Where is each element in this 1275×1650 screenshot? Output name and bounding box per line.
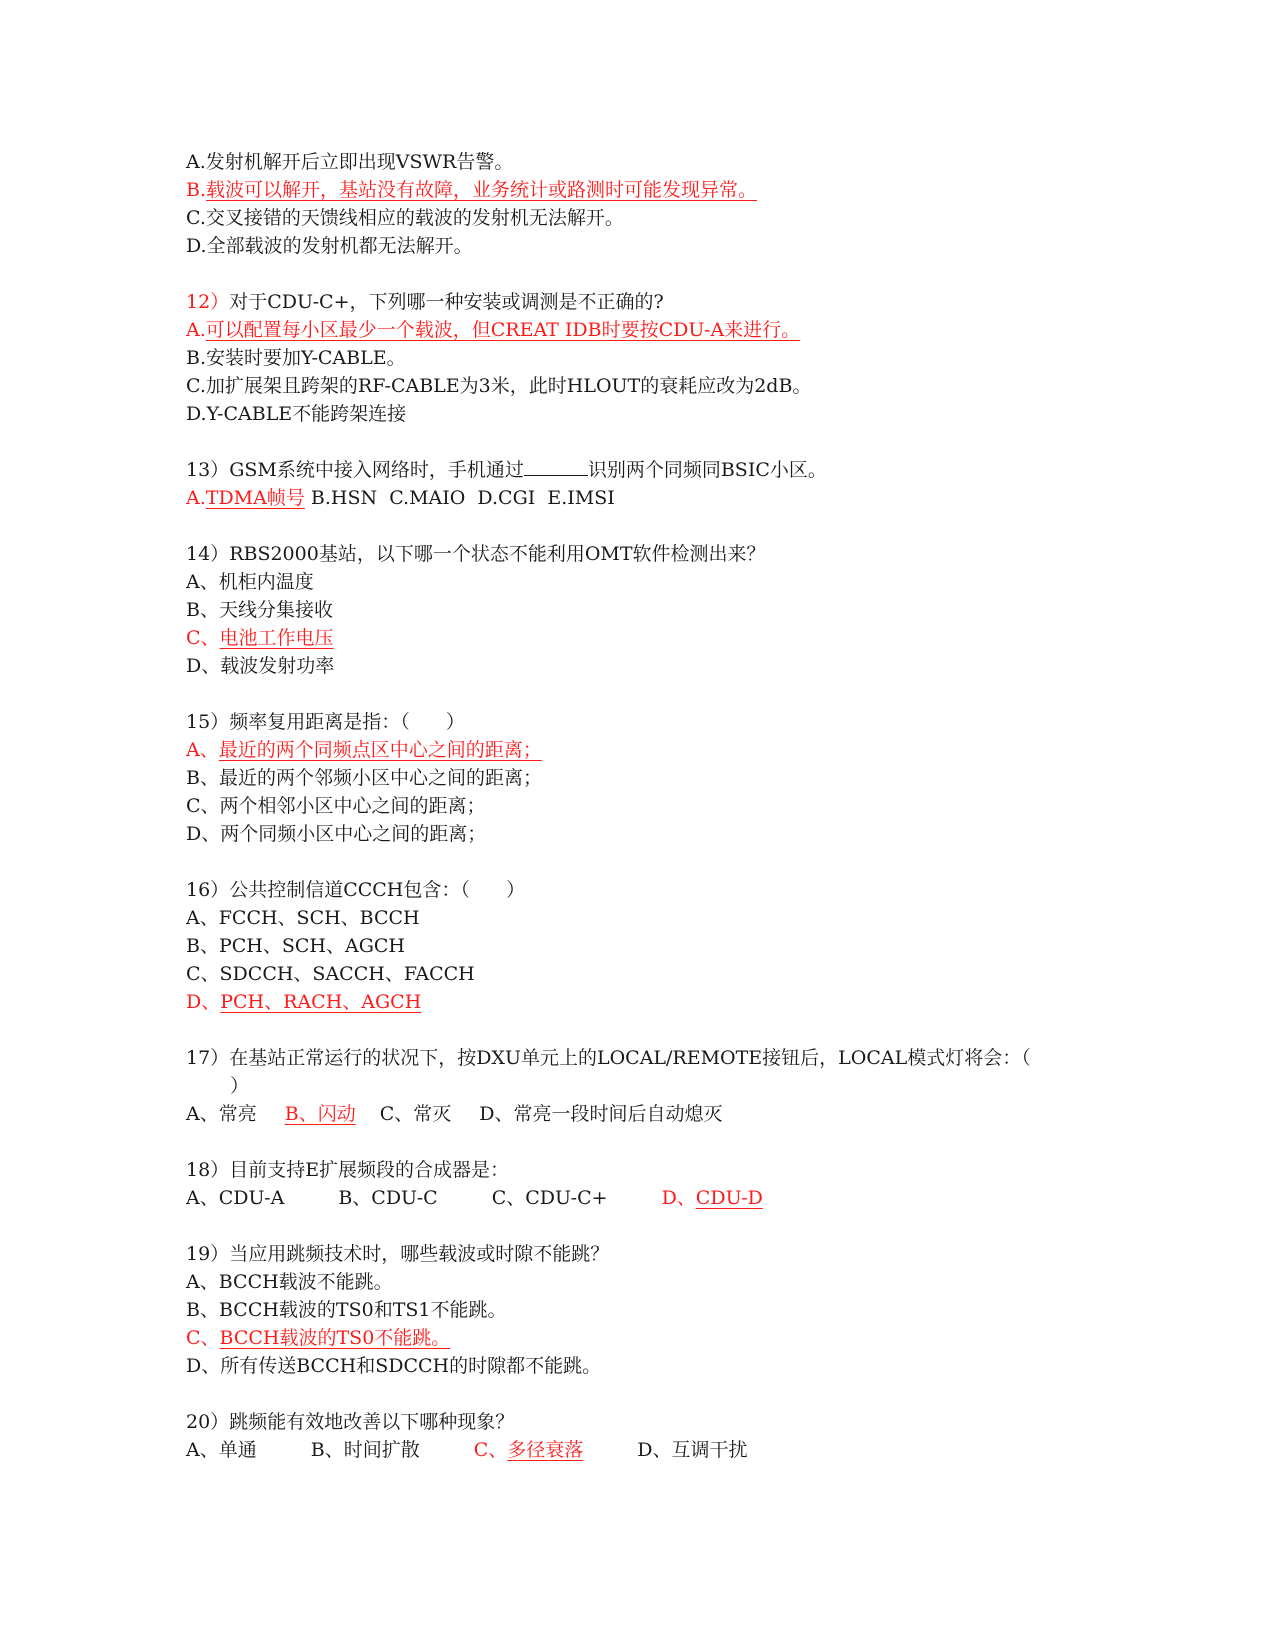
q11-option-b-prefix: B.	[186, 179, 207, 201]
q15-option-b: B、最近的两个邻频小区中心之间的距离；	[186, 767, 542, 789]
q13-question	[186, 456, 1086, 484]
q17-number: 17）	[186, 1047, 230, 1069]
q12-question	[186, 288, 1086, 316]
q15-question-text: 频率复用距离是指：（ ）	[229, 711, 465, 733]
q17-option-d: D、常亮一段时间后自动熄灭	[479, 1103, 723, 1125]
q18-question	[186, 1156, 1086, 1184]
q12-option-a-answer: 可以配置每小区最少一个载波，但CREAT IDB时要按CDU-A来进行。	[205, 319, 801, 341]
q19-option-b: B、BCCH载波的TS0和TS1不能跳。	[186, 1299, 507, 1321]
q19-option-c-prefix: C、	[186, 1327, 220, 1349]
q20-option-c-correct: 多径衰落	[507, 1439, 584, 1461]
q17-options	[186, 1100, 1086, 1128]
q18-options	[186, 1184, 1086, 1212]
q19-number: 19）	[186, 1243, 230, 1265]
q14-option-c-correct	[186, 624, 1086, 652]
q14-option-d: D、载波发射功率	[186, 655, 335, 677]
q17-question	[186, 1044, 1086, 1072]
q20-question-text: 跳频能有效地改善以下哪种现象？	[229, 1411, 515, 1433]
question-list	[186, 148, 1086, 1464]
q18-question-text: 目前支持E扩展频段的合成器是：	[229, 1159, 510, 1181]
q16-question	[186, 876, 1086, 904]
q13-question-before: GSM系统中接入网络时，手机通过	[229, 459, 524, 481]
q17-question-text: 在基站正常运行的状况下，按DXU单元上的LOCAL/REMOTE接钮后，LOCAL模式灯将会：（	[229, 1047, 1031, 1069]
q20-option-d: D、互调干扰	[637, 1439, 748, 1461]
q15-option-a-correct	[186, 736, 1086, 764]
q18-option-c: C、CDU-C+	[491, 1187, 608, 1209]
q18-option-d-prefix: D、	[661, 1187, 696, 1209]
q13-answer-correct: TDMA帧号	[205, 487, 305, 509]
q11-option-b-correct	[186, 176, 1086, 204]
q18-number: 18）	[186, 1159, 230, 1181]
q14-option-c-prefix: C、	[186, 627, 220, 649]
q15-option-a-prefix: A、	[186, 739, 219, 761]
q12-option-a-correct	[186, 316, 1086, 344]
q13-other-options: B.HSN C.MAIO D.CGI E.IMSI	[310, 487, 615, 509]
q19-option-c-correct	[186, 1324, 1086, 1352]
q19-option-c-answer: BCCH载波的TS0不能跳。	[219, 1327, 451, 1349]
q18-option-a: A、CDU-A	[186, 1187, 285, 1209]
q18-option-b: B、CDU-C	[338, 1187, 438, 1209]
q20-question	[186, 1408, 1086, 1436]
q14-question-text: RBS2000基站，以下哪一个状态不能利用OMT软件检测出来？	[229, 543, 766, 565]
q16-option-d-correct	[186, 988, 1086, 1016]
q20-option-a: A、单通	[186, 1439, 257, 1461]
q20-option-c-prefix: C、	[473, 1439, 508, 1461]
q12-option-b: B.安装时要加Y-CABLE。	[186, 347, 406, 369]
q18-option-d-correct: CDU-D	[695, 1187, 763, 1209]
q15-option-c: C、两个相邻小区中心之间的距离；	[186, 795, 486, 817]
q15-number: 15）	[186, 711, 230, 733]
q19-option-d: D、所有传送BCCH和SDCCH的时隙都不能跳。	[186, 1355, 602, 1377]
q14-option-a: A、机柜内温度	[186, 571, 314, 593]
q13-number: 13）	[186, 459, 230, 481]
q13-question-after: 识别两个同频同BSIC小区。	[587, 459, 827, 481]
q17-question-cont: ）	[230, 1075, 250, 1097]
q16-option-a: A、FCCH、SCH、BCCH	[186, 907, 420, 929]
q16-number: 16）	[186, 879, 230, 901]
q11-option-c: C.交叉接错的天馈线相应的载波的发射机无法解开。	[186, 207, 624, 229]
q16-option-c: C、SDCCH、SACCH、FACCH	[186, 963, 475, 985]
q11-option-b-answer: 载波可以解开，基站没有故障，业务统计或路测时可能发现异常。	[206, 179, 758, 201]
q16-question-text: 公共控制信道CCCH包含：（ ）	[229, 879, 526, 901]
q19-question-text: 当应用跳频技术时，哪些载波或时隙不能跳？	[229, 1243, 610, 1265]
q12-number: 12）	[186, 291, 230, 313]
q20-option-b: B、时间扩散	[310, 1439, 420, 1461]
q14-option-b: B、天线分集接收	[186, 599, 333, 621]
q17-option-b-correct: B、闪动	[284, 1103, 356, 1125]
q16-option-b: B、PCH、SCH、AGCH	[186, 935, 405, 957]
q15-option-d: D、两个同频小区中心之间的距离；	[186, 823, 487, 845]
q16-option-d-prefix: D、	[186, 991, 221, 1013]
q19-option-a: A、BCCH载波不能跳。	[186, 1271, 393, 1293]
q13-options	[186, 484, 1086, 512]
q11-option-a: A.发射机解开后立即出现VSWR告警。	[186, 151, 514, 173]
q15-option-a-answer: 最近的两个同频点区中心之间的距离；	[218, 739, 542, 761]
q14-number: 14）	[186, 543, 230, 565]
q15-question	[186, 708, 1086, 736]
q20-number: 20）	[186, 1411, 230, 1433]
q12-option-a-prefix: A.	[186, 319, 206, 341]
q14-question	[186, 540, 1086, 568]
q12-question-text: 对于CDU-C+，下列哪一种安装或调测是不正确的?	[229, 291, 664, 313]
q16-option-d-answer: PCH、RACH、AGCH	[220, 991, 422, 1013]
q14-option-c-answer: 电池工作电压	[219, 627, 334, 649]
q17-option-c: C、常灭	[379, 1103, 452, 1125]
q19-question	[186, 1240, 1086, 1268]
q13-answer-prefix: A.	[186, 487, 206, 509]
q12-option-c: C.加扩展架且跨架的RF-CABLE为3米，此时HLOUT的衰耗应改为2dB。	[186, 375, 812, 397]
q17-option-a: A、常亮	[186, 1103, 257, 1125]
q11-option-d: D.全部载波的发射机都无法解开。	[186, 235, 473, 257]
q12-option-d: D.Y-CABLE不能跨架连接	[186, 403, 407, 425]
q20-options	[186, 1436, 1086, 1464]
q13-fill-blank	[524, 457, 588, 476]
